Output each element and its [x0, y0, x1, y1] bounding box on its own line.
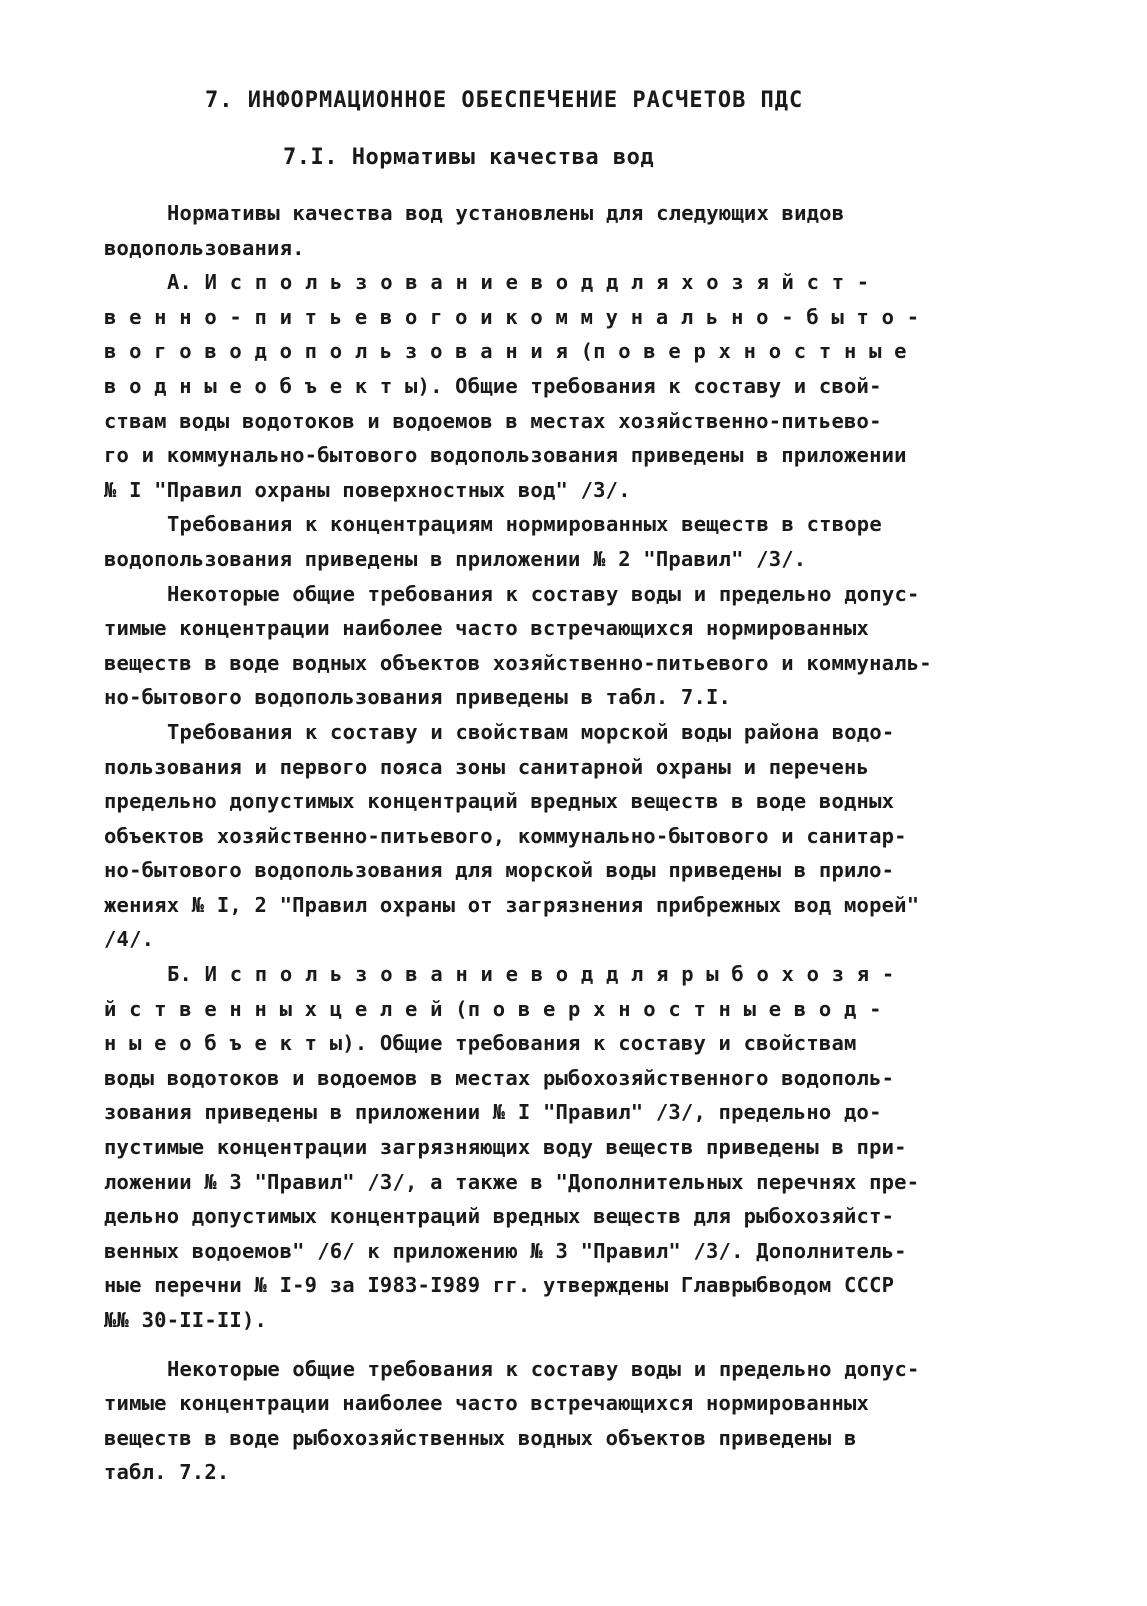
text-line: но-бытового водопользования приведены в табл. 7.I. [104, 685, 732, 710]
text-line: № I "Правил охраны поверхностных вод" /3/. [104, 477, 631, 502]
text-line: в о г о в о д о п о л ь з о в а н и я (п о в е р х н о с т н ы е [104, 339, 907, 364]
text-line: но-бытового водопользования для морской воды приведены в прило- [104, 858, 895, 883]
text-line: жениях № I, 2 "Правил охраны от загрязнения прибрежных вод морей" [104, 892, 920, 917]
text-line: веществ в воде водных объектов хозяйственно-питьевого и коммуналь- [104, 650, 932, 675]
text-line: Требования к концентрациям нормированных веществ в створе [167, 512, 882, 537]
text-line: Некоторые общие требования к составу воды и предельно допус- [167, 581, 920, 606]
text-line: ложении № 3 "Правил" /3/, а также в "Дополнительных перечнях пре- [104, 1169, 920, 1194]
text-line: пустимые концентрации загрязняющих воду веществ приведены в при- [104, 1135, 907, 1160]
text-line: веществ в воде рыбохозяйственных водных объектов приведены в [104, 1425, 857, 1450]
text-line: й с т в е н н ы х ц е л е й (п о в е р х н о с т н ы е в о д - [104, 996, 882, 1021]
text-line: объектов хозяйственно-питьевого, коммунально-бытового и санитар- [104, 823, 907, 848]
subsection-heading: 7.I. Нормативы качества вод [283, 145, 655, 170]
paragraph-gap [104, 1338, 944, 1352]
text-line: н ы е о б ъ е к т ы). Общие требования к составу и свойствам [104, 1031, 857, 1056]
text-line: зования приведены в приложении № I "Правил" /3/, предельно до- [104, 1100, 882, 1125]
body-text [104, 196, 944, 1490]
text-line: табл. 7.2. [104, 1460, 230, 1485]
text-line: №№ 30-II-II). [104, 1308, 268, 1332]
text-line: го и коммунально-бытового водопользования приведены в приложении [104, 443, 907, 468]
text-line: пользования и первого пояса зоны санитарной охраны и перечень [104, 754, 870, 779]
section-heading: 7. ИНФОРМАЦИОННОЕ ОБЕСПЕЧЕНИЕ РАСЧЕТОВ ПДС [205, 88, 804, 113]
text-line: водопользования приведены в приложении № 2 "Правил" /3/. [104, 546, 807, 571]
text-line: тимые концентрации наиболее часто встречающихся нормированных [104, 1391, 870, 1416]
text-line: Требования к составу и свойствам морской воды района водо- [167, 719, 895, 744]
text-line: А. И с п о л ь з о в а н и е в о д д л я х о з я й с т - [167, 270, 870, 295]
text-line: воды водотоков и водоемов в местах рыбохозяйственного водополь- [104, 1065, 895, 1090]
text-line: Б. И с п о л ь з о в а н и е в о д д л я р ы б о х о з я - [167, 962, 895, 987]
text-line: дельно допустимых концентраций вредных веществ для рыбохозяйст- [104, 1204, 895, 1229]
text-line: водопользования. [104, 235, 305, 260]
text-line: в е н н о - п и т ь е в о г о и к о м м у н а л ь н о - б ы т о - [104, 304, 920, 329]
text-line: ные перечни № I-9 за I983-I989 гг. утверждены Главрыбводом СССР [104, 1273, 895, 1298]
text-line: предельно допустимых концентраций вредных веществ в воде водных [104, 789, 895, 814]
text-line: тимые концентрации наиболее часто встречающихся нормированных [104, 616, 870, 641]
text-line: Некоторые общие требования к составу воды и предельно допус- [167, 1356, 920, 1381]
text-line: /4/. [104, 927, 155, 952]
text-line: венных водоемов" /6/ к приложению № 3 "Правил" /3/. Дополнитель- [104, 1238, 907, 1263]
text-line: Нормативы качества вод установлены для следующих видов [167, 201, 845, 225]
text-line: ствам воды водотоков и водоемов в местах хозяйственно-питьево- [104, 408, 882, 433]
text-line: в о д н ы е о б ъ е к т ы). Общие требования к составу и свой- [104, 373, 882, 398]
